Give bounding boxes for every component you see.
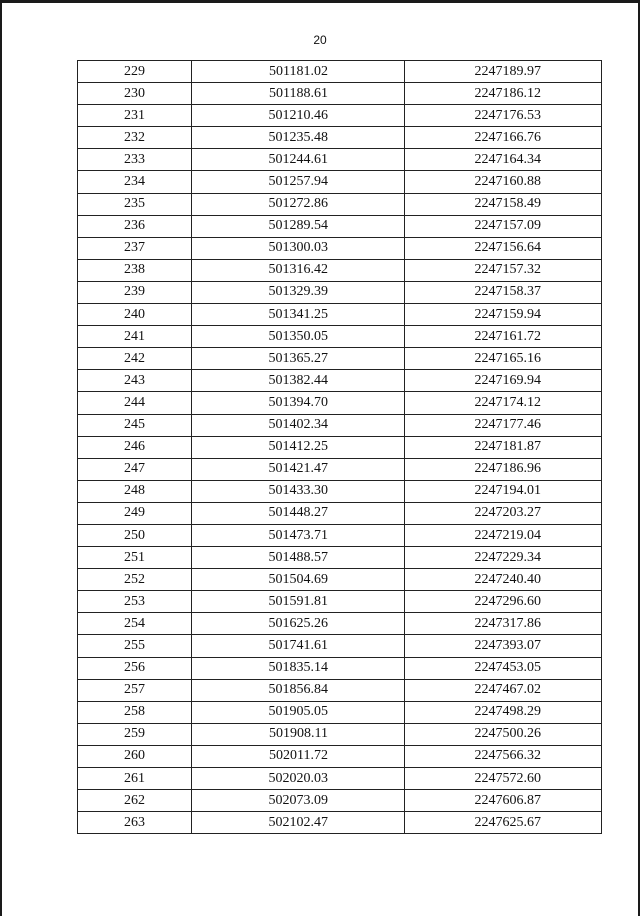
page-number: 20 bbox=[313, 33, 327, 47]
point-number-cell: 240 bbox=[78, 304, 192, 326]
x-coordinate-cell: 501210.46 bbox=[192, 105, 405, 127]
y-coordinate-cell: 2247467.02 bbox=[405, 679, 602, 701]
point-number-cell: 231 bbox=[78, 105, 192, 127]
x-coordinate-cell: 501412.25 bbox=[192, 436, 405, 458]
point-number-cell: 254 bbox=[78, 613, 192, 635]
y-coordinate-cell: 2247625.67 bbox=[405, 812, 602, 834]
x-coordinate-cell: 501433.30 bbox=[192, 480, 405, 502]
x-coordinate-cell: 501504.69 bbox=[192, 569, 405, 591]
y-coordinate-cell: 2247176.53 bbox=[405, 105, 602, 127]
table-row bbox=[78, 392, 602, 414]
x-coordinate-cell: 501402.34 bbox=[192, 414, 405, 436]
table-row bbox=[78, 370, 602, 392]
y-coordinate-cell: 2247164.34 bbox=[405, 149, 602, 171]
y-coordinate-cell: 2247566.32 bbox=[405, 745, 602, 767]
point-number-cell: 256 bbox=[78, 657, 192, 679]
table-row bbox=[78, 635, 602, 657]
y-coordinate-cell: 2247177.46 bbox=[405, 414, 602, 436]
point-number-cell: 248 bbox=[78, 480, 192, 502]
table-row bbox=[78, 105, 602, 127]
y-coordinate-cell: 2247169.94 bbox=[405, 370, 602, 392]
x-coordinate-cell: 501365.27 bbox=[192, 348, 405, 370]
x-coordinate-cell: 501244.61 bbox=[192, 149, 405, 171]
point-number-cell: 251 bbox=[78, 547, 192, 569]
x-coordinate-cell: 501341.25 bbox=[192, 304, 405, 326]
y-coordinate-cell: 2247186.12 bbox=[405, 83, 602, 105]
table-row bbox=[78, 304, 602, 326]
table-row bbox=[78, 281, 602, 303]
y-coordinate-cell: 2247181.87 bbox=[405, 436, 602, 458]
table-row bbox=[78, 215, 602, 237]
point-number-cell: 233 bbox=[78, 149, 192, 171]
x-coordinate-cell: 501272.86 bbox=[192, 193, 405, 215]
x-coordinate-cell: 501835.14 bbox=[192, 657, 405, 679]
y-coordinate-cell: 2247229.34 bbox=[405, 547, 602, 569]
x-coordinate-cell: 501591.81 bbox=[192, 591, 405, 613]
y-coordinate-cell: 2247572.60 bbox=[405, 768, 602, 790]
y-coordinate-cell: 2247203.27 bbox=[405, 502, 602, 524]
point-number-cell: 243 bbox=[78, 370, 192, 392]
y-coordinate-cell: 2247606.87 bbox=[405, 790, 602, 812]
y-coordinate-cell: 2247165.16 bbox=[405, 348, 602, 370]
point-number-cell: 261 bbox=[78, 768, 192, 790]
y-coordinate-cell: 2247296.60 bbox=[405, 591, 602, 613]
table-row bbox=[78, 812, 602, 834]
x-coordinate-cell: 501235.48 bbox=[192, 127, 405, 149]
table-row bbox=[78, 657, 602, 679]
point-number-cell: 234 bbox=[78, 171, 192, 193]
table-row bbox=[78, 768, 602, 790]
table-row bbox=[78, 127, 602, 149]
point-number-cell: 244 bbox=[78, 392, 192, 414]
y-coordinate-cell: 2247186.96 bbox=[405, 458, 602, 480]
table-row bbox=[78, 326, 602, 348]
point-number-cell: 255 bbox=[78, 635, 192, 657]
x-coordinate-cell: 501382.44 bbox=[192, 370, 405, 392]
x-coordinate-cell: 501300.03 bbox=[192, 237, 405, 259]
y-coordinate-cell: 2247156.64 bbox=[405, 237, 602, 259]
point-number-cell: 262 bbox=[78, 790, 192, 812]
table-row bbox=[78, 414, 602, 436]
y-coordinate-cell: 2247189.97 bbox=[405, 61, 602, 83]
y-coordinate-cell: 2247219.04 bbox=[405, 524, 602, 546]
x-coordinate-cell: 501741.61 bbox=[192, 635, 405, 657]
table-row bbox=[78, 171, 602, 193]
table-row bbox=[78, 193, 602, 215]
y-coordinate-cell: 2247393.07 bbox=[405, 635, 602, 657]
y-coordinate-cell: 2247500.26 bbox=[405, 723, 602, 745]
x-coordinate-cell: 501856.84 bbox=[192, 679, 405, 701]
x-coordinate-cell: 501181.02 bbox=[192, 61, 405, 83]
point-number-cell: 250 bbox=[78, 524, 192, 546]
y-coordinate-cell: 2247194.01 bbox=[405, 480, 602, 502]
x-coordinate-cell: 501289.54 bbox=[192, 215, 405, 237]
table-row bbox=[78, 83, 602, 105]
table-row bbox=[78, 524, 602, 546]
point-number-cell: 253 bbox=[78, 591, 192, 613]
y-coordinate-cell: 2247174.12 bbox=[405, 392, 602, 414]
point-number-cell: 237 bbox=[78, 237, 192, 259]
point-number-cell: 258 bbox=[78, 701, 192, 723]
y-coordinate-cell: 2247317.86 bbox=[405, 613, 602, 635]
x-coordinate-cell: 501488.57 bbox=[192, 547, 405, 569]
y-coordinate-cell: 2247157.32 bbox=[405, 259, 602, 281]
x-coordinate-cell: 501905.05 bbox=[192, 701, 405, 723]
table-row bbox=[78, 348, 602, 370]
point-number-cell: 235 bbox=[78, 193, 192, 215]
y-coordinate-cell: 2247240.40 bbox=[405, 569, 602, 591]
point-number-cell: 245 bbox=[78, 414, 192, 436]
x-coordinate-cell: 501188.61 bbox=[192, 83, 405, 105]
x-coordinate-cell: 501316.42 bbox=[192, 259, 405, 281]
x-coordinate-cell: 502073.09 bbox=[192, 790, 405, 812]
y-coordinate-cell: 2247161.72 bbox=[405, 326, 602, 348]
x-coordinate-cell: 501421.47 bbox=[192, 458, 405, 480]
table-row bbox=[78, 723, 602, 745]
table-row bbox=[78, 149, 602, 171]
table-row bbox=[78, 745, 602, 767]
point-number-cell: 263 bbox=[78, 812, 192, 834]
y-coordinate-cell: 2247159.94 bbox=[405, 304, 602, 326]
point-number-cell: 247 bbox=[78, 458, 192, 480]
x-coordinate-cell: 501394.70 bbox=[192, 392, 405, 414]
point-number-cell: 238 bbox=[78, 259, 192, 281]
point-number-cell: 249 bbox=[78, 502, 192, 524]
x-coordinate-cell: 501908.11 bbox=[192, 723, 405, 745]
x-coordinate-cell: 502011.72 bbox=[192, 745, 405, 767]
y-coordinate-cell: 2247453.05 bbox=[405, 657, 602, 679]
point-number-cell: 246 bbox=[78, 436, 192, 458]
x-coordinate-cell: 501473.71 bbox=[192, 524, 405, 546]
table-row bbox=[78, 237, 602, 259]
point-number-cell: 236 bbox=[78, 215, 192, 237]
point-number-cell: 230 bbox=[78, 83, 192, 105]
table-row bbox=[78, 591, 602, 613]
point-number-cell: 239 bbox=[78, 281, 192, 303]
point-number-cell: 229 bbox=[78, 61, 192, 83]
x-coordinate-cell: 502102.47 bbox=[192, 812, 405, 834]
table-row bbox=[78, 436, 602, 458]
coordinate-table-body bbox=[78, 61, 602, 834]
y-coordinate-cell: 2247160.88 bbox=[405, 171, 602, 193]
table-row bbox=[78, 547, 602, 569]
x-coordinate-cell: 502020.03 bbox=[192, 768, 405, 790]
y-coordinate-cell: 2247158.49 bbox=[405, 193, 602, 215]
table-row bbox=[78, 679, 602, 701]
point-number-cell: 241 bbox=[78, 326, 192, 348]
point-number-cell: 257 bbox=[78, 679, 192, 701]
x-coordinate-cell: 501350.05 bbox=[192, 326, 405, 348]
table-row bbox=[78, 458, 602, 480]
point-number-cell: 242 bbox=[78, 348, 192, 370]
point-number-cell: 252 bbox=[78, 569, 192, 591]
y-coordinate-cell: 2247498.29 bbox=[405, 701, 602, 723]
x-coordinate-cell: 501625.26 bbox=[192, 613, 405, 635]
table-row bbox=[78, 701, 602, 723]
table-row bbox=[78, 613, 602, 635]
point-number-cell: 232 bbox=[78, 127, 192, 149]
table-row bbox=[78, 480, 602, 502]
x-coordinate-cell: 501257.94 bbox=[192, 171, 405, 193]
table-row bbox=[78, 61, 602, 83]
y-coordinate-cell: 2247158.37 bbox=[405, 281, 602, 303]
y-coordinate-cell: 2247166.76 bbox=[405, 127, 602, 149]
y-coordinate-cell: 2247157.09 bbox=[405, 215, 602, 237]
x-coordinate-cell: 501448.27 bbox=[192, 502, 405, 524]
table-row bbox=[78, 259, 602, 281]
point-number-cell: 260 bbox=[78, 745, 192, 767]
table-row bbox=[78, 502, 602, 524]
table-row bbox=[78, 569, 602, 591]
point-number-cell: 259 bbox=[78, 723, 192, 745]
coordinate-table bbox=[77, 60, 602, 834]
table-row bbox=[78, 790, 602, 812]
x-coordinate-cell: 501329.39 bbox=[192, 281, 405, 303]
